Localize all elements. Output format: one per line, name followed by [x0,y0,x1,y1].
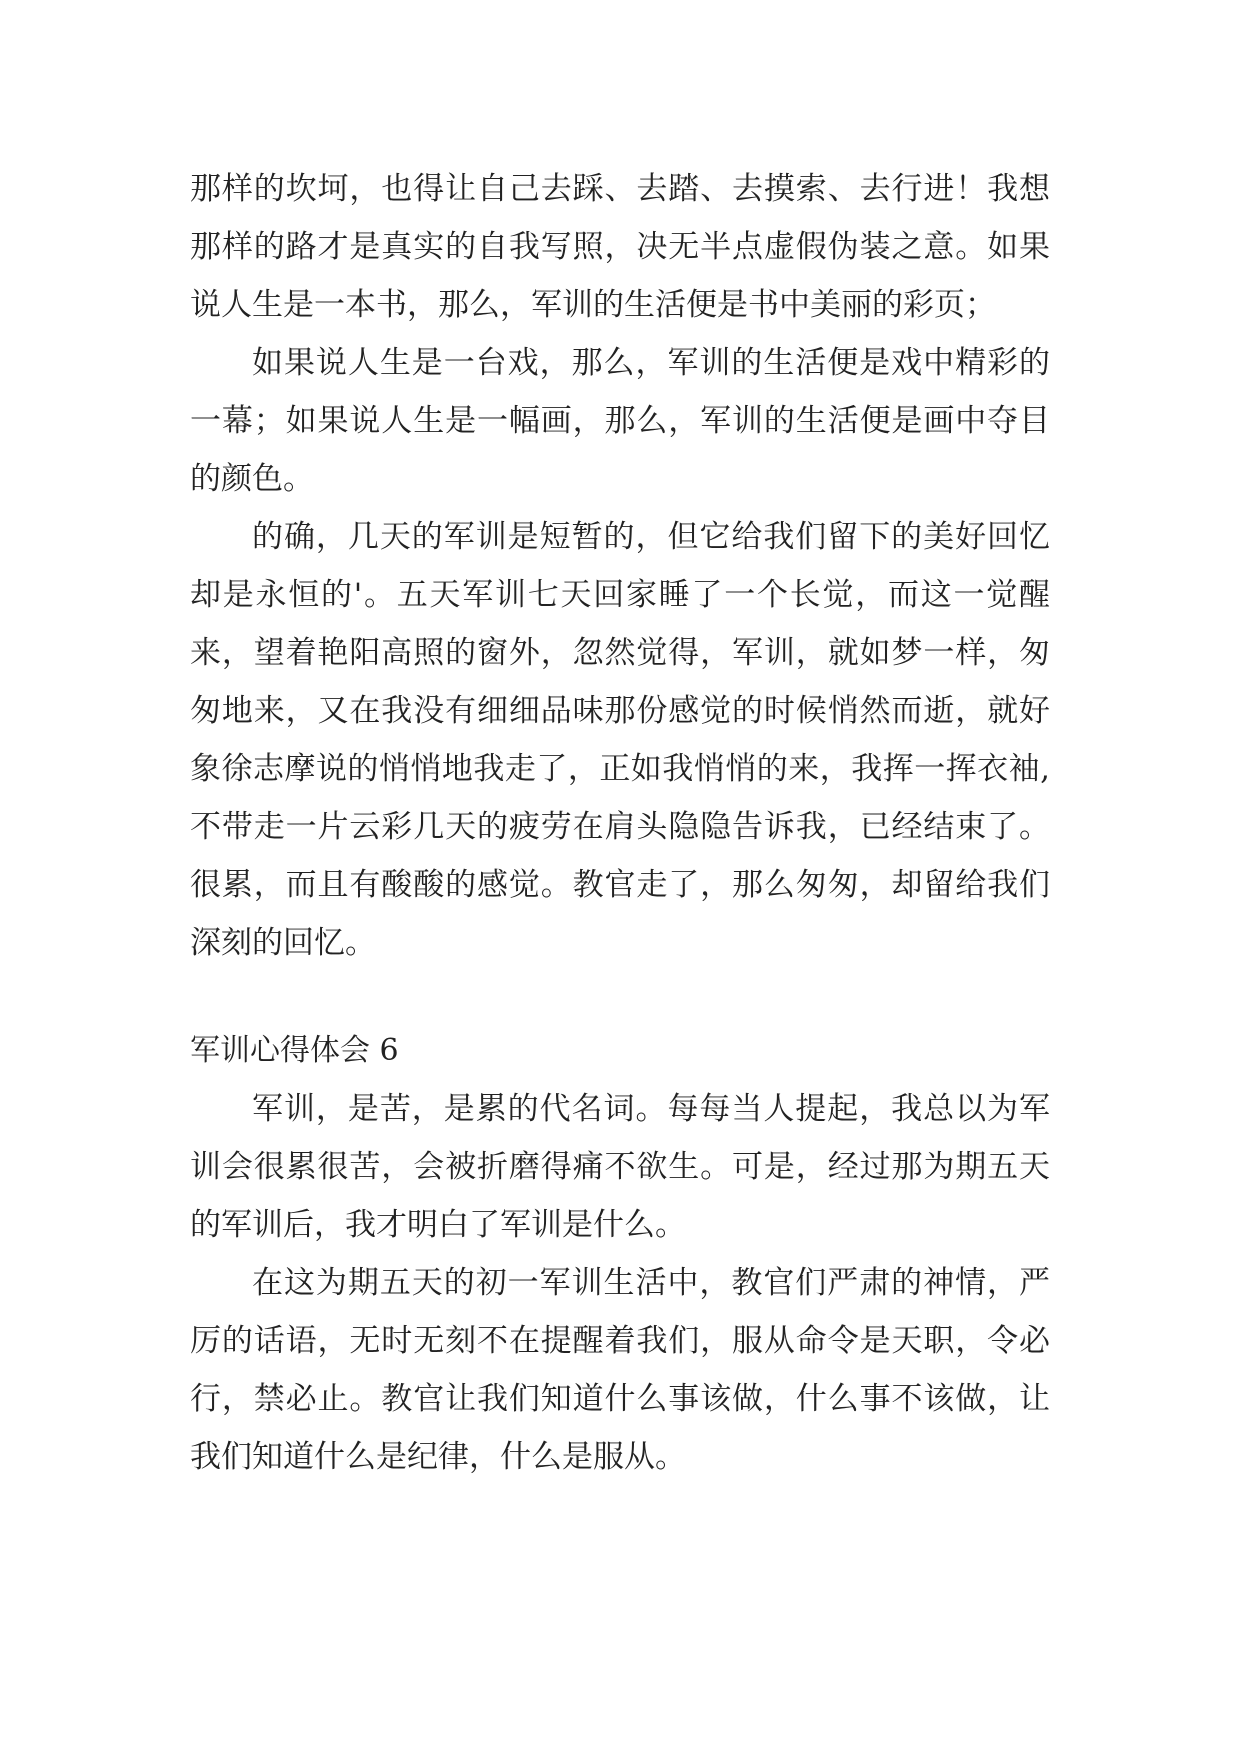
document-body [190,160,1050,1486]
paragraph: 军训，是苦，是累的代名词。每每当人提起，我总以为军训会很累很苦，会被折磨得痛不欲生。可是，经过那为期五天的军训后，我才明白了军训是什么。 [190,1091,1050,1243]
paragraph: 如果说人生是一台戏，那么，军训的生活便是戏中精彩的一幕；如果说人生是一幅画，那么，军训的生活便是画中夺目的颜色。 [190,345,1050,497]
paragraph: 的确，几天的军训是短暂的，但它给我们留下的美好回忆却是永恒的'。五天军训七天回家睡了一个长觉，而这一觉醒来，望着艳阳高照的窗外，忽然觉得，军训，就如梦一样，匆匆地来，又在我没有细细品味那份感觉的时候悄然而逝，就好象徐志摩说的悄悄地我走了，正如我悄悄的来，我挥一挥衣袖,不带走一片云彩几天的疲劳在肩头隐隐告诉我，已经结束了。很累，而且有酸酸的感觉。教官走了，那么匆匆，却留给我们深刻的回忆。 [190,519,1050,961]
paragraph-continuation: 那样的坎坷，也得让自己去踩、去踏、去摸索、去行进！我想那样的路才是真实的自我写照，决无半点虚假伪装之意。如果说人生是一本书，那么，军训的生活便是书中美丽的彩页； [190,171,1050,323]
paragraph: 在这为期五天的初一军训生活中，教官们严肃的神情，严厉的话语，无时无刻不在提醒着我们，服从命令是天职，令必行，禁必止。教官让我们知道什么事该做，什么事不该做，让我们知道什么是纪律，什么是服从。 [190,1265,1050,1475]
section-heading: 军训心得体会 6 [190,1033,399,1068]
